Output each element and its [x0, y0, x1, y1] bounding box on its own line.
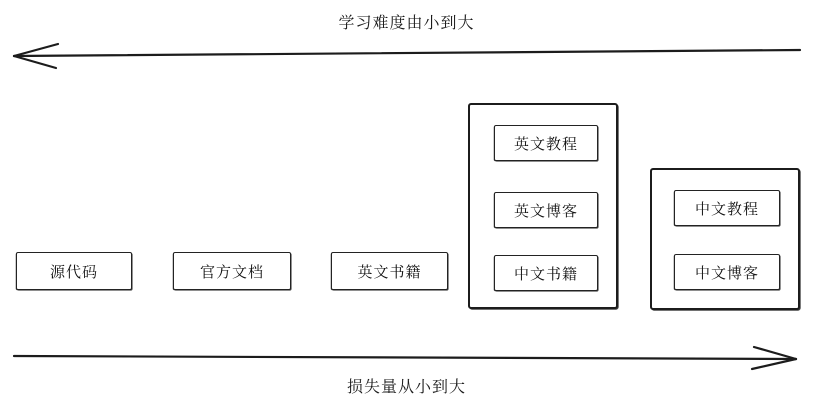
- item-label: 英文教程: [513, 135, 578, 153]
- item-box-english-tutorial[interactable]: [494, 125, 598, 161]
- item-box-chinese-blog[interactable]: [674, 254, 780, 290]
- item-box-chinese-tutorial[interactable]: [674, 190, 780, 226]
- group-chinese: [650, 168, 800, 310]
- bottom-arrow: [0, 338, 813, 379]
- group-english: [468, 103, 618, 309]
- bottom-axis-caption: 损失量从小到大: [346, 379, 466, 396]
- top-arrow: [0, 30, 813, 75]
- top-axis-caption: 学习难度由小到大: [338, 15, 475, 32]
- item-box-english-blog[interactable]: [494, 192, 598, 228]
- item-label: 中文博客: [694, 264, 759, 282]
- item-label: 英文书籍: [357, 263, 422, 281]
- item-label: 中文书籍: [513, 265, 578, 283]
- item-label: 中文教程: [694, 200, 759, 218]
- item-box-chinese-books[interactable]: [494, 255, 598, 291]
- item-label: 源代码: [49, 263, 98, 281]
- item-label: 英文博客: [513, 202, 578, 220]
- item-box-official-docs[interactable]: [173, 252, 291, 290]
- item-label: 官方文档: [199, 263, 264, 281]
- item-box-source-code[interactable]: [16, 252, 132, 290]
- item-box-english-books[interactable]: [331, 252, 448, 290]
